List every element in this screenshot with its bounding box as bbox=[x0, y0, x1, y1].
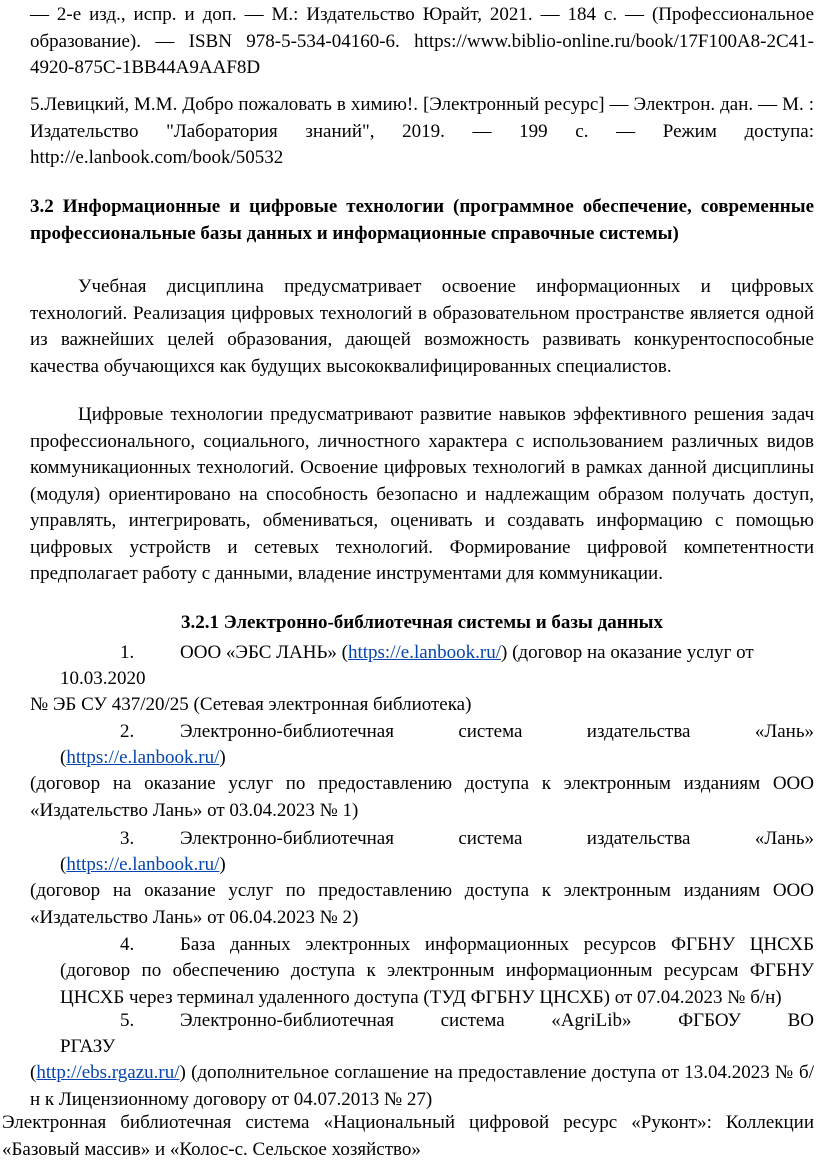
list-item-line bbox=[120, 719, 814, 746]
paren: ( bbox=[60, 747, 67, 768]
rgazu-link[interactable]: http://ebs.rgazu.ru/ bbox=[36, 1062, 180, 1083]
paren: ) bbox=[219, 747, 226, 768]
list-item-continuation: (договор на оказание услуг по предоставлению доступа к электронным изданиям ООО «Издательство Лань» от 06.04.2023 № 2) bbox=[30, 880, 814, 928]
paren: ( bbox=[60, 854, 67, 875]
list-item-line bbox=[120, 1008, 814, 1035]
list-item-date: 10.03.2020 bbox=[60, 668, 146, 689]
reference-5-text: 5.Левицкий, М.М. Добро пожаловать в химию!. [Электронный ресурс] — Электрон. дан. — М. : Издательство "Лаборатория знаний", 2019. — 199 с. — Режим доступа: bbox=[30, 94, 814, 142]
reference-url: https://www.biblio-online.ru/book/17F100A8-2C41-4920-875C-1BB44A9AAF8D bbox=[30, 30, 814, 78]
subsection-heading: 3.2.1 Электронно-библиотечная системы и базы данных bbox=[181, 612, 663, 633]
list-item-number: 3. bbox=[120, 828, 135, 849]
list-item-text: База данных электронных информационных ресурсов ФГБНУ ЦНСХБ bbox=[180, 934, 814, 955]
list-item-continuation bbox=[30, 1060, 814, 1113]
list-item-number: 1. bbox=[120, 642, 135, 663]
list-item-line bbox=[120, 932, 814, 959]
list-item-line bbox=[120, 826, 814, 853]
list-item-text: ) (дополнительное соглашение на предоставление доступа от 13.04.2023 № б/н к Лицензионному договору от 04.07.2013 № 27) bbox=[30, 1062, 814, 1110]
section-paragraph-1: Учебная дисциплина предусматривает освоение информационных и цифровых технологий. Реализация цифровых технологий в образовательном пространстве является одной из важнейших целей образования, дающей возможность развивать конкурентоспособные качества обучающихся как будущих высококвалифицированных специалистов. bbox=[30, 276, 814, 377]
list-item-line-2: РГАЗУ bbox=[60, 1036, 116, 1057]
list-item-number: 4. bbox=[120, 934, 135, 955]
section-heading: 3.2 Информационные и цифровые технологии (программное обеспечение, современные профессиональные базы данных и информационные справочные системы) bbox=[30, 196, 814, 244]
list-item-link-line bbox=[60, 745, 814, 772]
list-item-number: 5. bbox=[120, 1010, 135, 1031]
list-item-text: ООО «ЭБС ЛАНЬ» ( bbox=[180, 642, 348, 663]
list-item-text: Электронно-библиотечная система издательства «Лань» bbox=[180, 828, 814, 849]
section-paragraph-2: Цифровые технологии предусматривают развитие навыков эффективного решения задач профессионального, социального, личностного характера с использованием различных видов коммуникационных технологий. Освоение цифровых технологий в рамках данной дисциплины (модуля) ориентировано на способность безопасно и надлежащим образом получать доступ, управлять, интегрировать, обмениваться, оценивать и создавать информацию с помощью цифровых устройств и сетевых технологий. Формирование цифровой компетентности предполагает работу с данными, владение инструментами для коммуникации. bbox=[30, 404, 814, 584]
lanbook-link[interactable]: https://e.lanbook.ru/ bbox=[66, 854, 220, 875]
footer-paragraph: Электронная библиотечная система «Национальный цифровой ресурс «Руконт»: Коллекции «Базовый массив» и «Колос-с. Сельское хозяйство» bbox=[2, 1112, 814, 1160]
lanbook-link[interactable]: https://e.lanbook.ru/ bbox=[66, 747, 220, 768]
list-item-number: 2. bbox=[120, 721, 135, 742]
list-item-text: ) (договор на оказание услуг от bbox=[501, 642, 754, 663]
reference-text: — 2-е изд., испр. и доп. — М.: Издательство Юрайт, 2021. — 184 с. — (Профессиональное образование). — ISBN 978-5-534-04160-6. bbox=[30, 4, 814, 52]
paren: ) bbox=[219, 854, 226, 875]
list-item-link-line bbox=[60, 852, 814, 879]
reference-continuation bbox=[30, 2, 814, 82]
lanbook-link[interactable]: https://e.lanbook.ru/ bbox=[347, 642, 502, 663]
list-item-text: Электронно-библиотечная система «AgriLib» ФГБОУ ВО bbox=[180, 1010, 814, 1031]
list-item-continuation: (договор по обеспечению доступа к электронным информационным ресурсам ФГБНУ ЦНСХБ через терминал удаленного доступа (ТУД ФГБНУ ЦНСХБ) от 07.04.2023 № б/н) bbox=[60, 960, 814, 1008]
list-item-continuation: (договор на оказание услуг по предоставлению доступа к электронным изданиям ООО «Издательство Лань» от 03.04.2023 № 1) bbox=[30, 773, 814, 821]
list-item-line bbox=[120, 640, 814, 667]
paren: ( bbox=[30, 1062, 37, 1083]
reference-5 bbox=[30, 92, 814, 172]
list-item-text: Электронно-библиотечная система издательства «Лань» bbox=[180, 721, 814, 742]
reference-5-url: http://e.lanbook.com/book/50532 bbox=[30, 147, 284, 168]
list-item-continuation: № ЭБ СУ 437/20/25 (Сетевая электронная библиотека) bbox=[30, 694, 472, 715]
